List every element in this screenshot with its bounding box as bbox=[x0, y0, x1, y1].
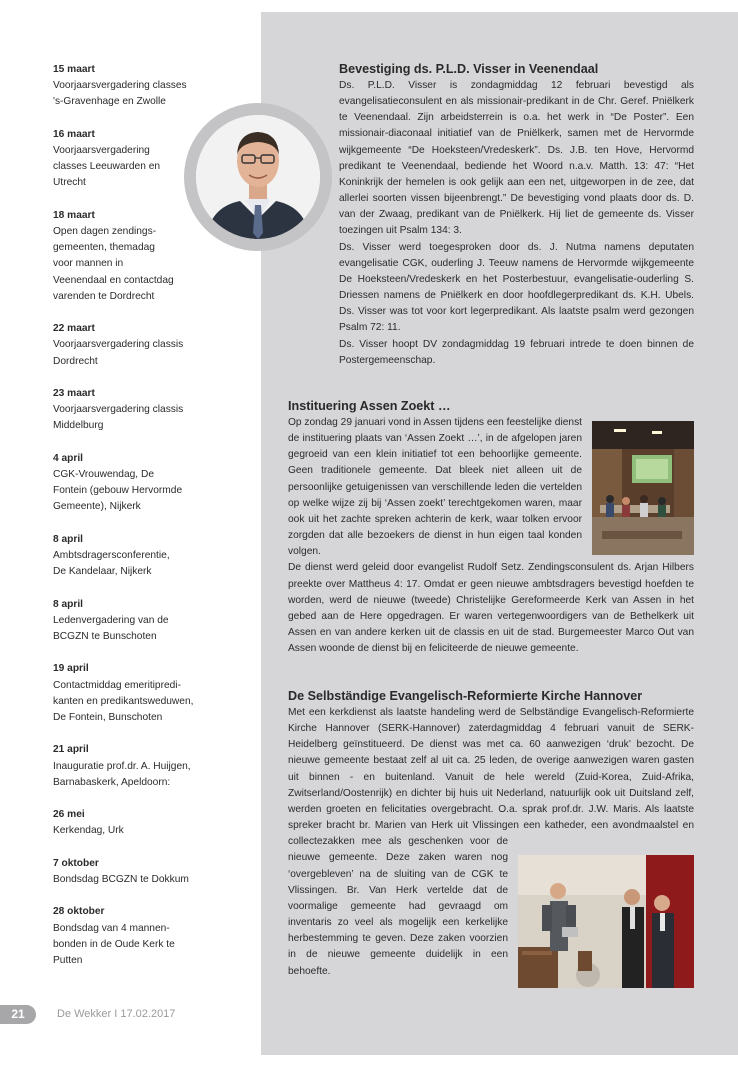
article-paragraph: De dienst werd geleid door evangelist Rudolf Setz. Zendingsconsulent ds. Arjan Hilbers preekte over Mattheus 4: 17. Omdat er geen nieuwe ambtsdragers bevestigd hoefden te worden, werd de nieuwe (tweede) Christelijke Gereformeerde Kerk van Assen in het gebed aan de Here opgedragen. Er waren vertegenwoordigers van de Bethelkerk uit Assen en van andere kerken uit de classis en uit de stad. Burgemeester Marco Out van Assen woonde de dienst bij en feliciteerde de nieuwe gemeente. bbox=[288, 562, 694, 655]
agenda-date: 21 april bbox=[53, 744, 89, 756]
article-title: De Selbständige Evangelisch-Reformierte Kirche Hannover bbox=[288, 689, 643, 703]
agenda-date: 4 april bbox=[53, 452, 84, 464]
portrait-photo bbox=[196, 115, 320, 239]
article-serk-hannover bbox=[288, 688, 694, 992]
agenda-date: 8 april bbox=[53, 533, 84, 545]
agenda-item bbox=[53, 742, 223, 791]
article-bevestiging bbox=[339, 61, 694, 369]
agenda-description: Ambtsdragersconferentie, De Kandelaar, Nijkerk bbox=[53, 550, 170, 578]
agenda-item bbox=[53, 807, 223, 839]
agenda-description: Voorjaarsvergadering classis Middelburg bbox=[53, 404, 184, 432]
agenda-date: 8 april bbox=[53, 598, 84, 610]
publication-line: De Wekker I 17.02.2017 bbox=[57, 1008, 176, 1020]
article-paragraph: Met een kerkdienst als laatste handeling werd de Selbständige Evangelisch-Reformierte Kirche Hannover (SERK-Hannover) zaterdagmiddag 4 februari vanuit de SERK-Heidelberg geïnstitueerd. De dienst was met ca. 60 aanwezigen ‘druk’ bezocht. De nieuwe gemeente bestaat zelf al uit ca. 25 leden, de overige aanwezigen waren gasten uit binnen - en buitenland. Vanuit de hele wereld (Zuid-Korea, Zuid-Afrika, Zwitserland/Oostenrijk) en dichter bij huis uit Nederland, natuurlijk ook uit Duitsland zelf, werden groeten en felicitaties overgebracht. O.a. sprak prof.dr. J.W. Maris. Als laatste spreker bracht br. Marien van Herk uit Vlissingen een katheder, een avondmaalstel en collectezakken mee als geschenken voor de nieuwe gemeente. Deze zaken waren nog ‘overgebleven’ na de sluiting van de CGK te Vlissingen. Br. Van Herk vertelde dat de voormalige gemeente had gevraagd om inventaris zo veel als mogelijk een kerkelijke herbestemming te geven. Deze zaken voorzien in de nieuwe gemeente duidelijk in een behoefte. bbox=[288, 707, 694, 977]
agenda-date: 7 oktober bbox=[53, 857, 99, 869]
article-paragraph: Op zondag 29 januari vond in Assen tijdens een feestelijke dienst de instituering plaats van ‘Assen Zoekt …’, in de afgelopen jaren gegroeid van een klein initiatief tot een behoorlijke gemeente. Geen traditionele gemeente. Dat bleek niet alleen uit de persoonlijke getuigenissen van verschillende leden die vertelden op welke wijze zij bij ‘Assen zoekt’ terechtgekomen waren, maar ook uit het zachte spreken achterin de kerk, waar tolken ervoor zorgden dat alle bezoekers de dienst in hun eigen taal konden volgen. bbox=[288, 417, 582, 558]
agenda-date: 19 april bbox=[53, 663, 89, 675]
gift-handover-photo bbox=[518, 855, 694, 988]
agenda-item bbox=[53, 661, 223, 726]
agenda-item bbox=[53, 321, 223, 370]
agenda-description: Voorjaarsvergadering classis Dordrecht bbox=[53, 339, 184, 367]
agenda-description: Bondsdag BCGZN te Dokkum bbox=[53, 873, 189, 885]
article-paragraph: Ds. P.L.D. Visser is zondagmiddag 12 februari bevestigd als evangelisatieconsulent en als missionair-predikant in de Chr. Geref. Pniëlkerk te Veenendaal. Zijn arbeidsterrein is o.a. het werk in “De Poster”. Een missionair-diaconaal initiatief van de Pniëlkerk, samen met de Hervormde wijkgemeente “De Hoeksteen/Vredeskerk”. Ds. J.B. ten Hove, Hervormd predikant te Veenendaal, bediende het Woord n.a.v. Matth. 13: 47: “Het Koninkrijk der hemelen is ook gelijk aan een net, uitgeworpen in de zee, dat allerlei soorten vissen bijeenbrengt.” De bevestiging vond plaats door ds. D. van der Zwaag, predikant van de Pniëlkerk. Hij liet de gemeente ds. Visser toezingen uit Psalm 134: 3. bbox=[339, 80, 694, 237]
agenda-description: CGK-Vrouwendag, De Fontein (gebouw Hervormde Gemeente), Nijkerk bbox=[53, 469, 183, 513]
agenda-date: 26 mei bbox=[53, 809, 85, 821]
agenda-date: 23 maart bbox=[53, 388, 95, 399]
agenda-description: Inauguratie prof.dr. A. Huijgen, Barnabaskerk, Apeldoorn: bbox=[53, 760, 191, 788]
agenda-description: Kerkendag, Urk bbox=[53, 825, 124, 837]
agenda-item bbox=[53, 856, 223, 888]
page-footer bbox=[0, 1004, 175, 1024]
agenda-item bbox=[53, 208, 223, 305]
agenda-description: Voorjaarsvergadering classes Leeuwarden en Utrecht bbox=[53, 145, 161, 189]
agenda-item bbox=[53, 532, 223, 581]
article-title: Instituering Assen Zoekt … bbox=[288, 399, 451, 413]
church-interior-photo bbox=[592, 421, 694, 555]
agenda-date: 16 maart bbox=[53, 128, 95, 140]
agenda-item bbox=[53, 62, 223, 111]
agenda-date: 22 maart bbox=[53, 323, 95, 335]
agenda-item bbox=[53, 451, 223, 516]
agenda-item bbox=[53, 904, 223, 969]
agenda-item bbox=[53, 386, 223, 435]
page-number-badge: 21 bbox=[0, 1005, 36, 1024]
article-paragraph: Ds. Visser werd toegesproken door ds. J. Nutma namens deputaten evangelisatie CGK, ouderling J. Teeuw namens de Hervormde wijkgemeente De Hoeksteen/Vredeskerk en het Posterbestuur, evangelisatie-ouderling S. Driessen namens de Pniëlkerk en door hoofdlegerpredikant ds. K.H. Ubels. Ds. Visser was tot voor kort legerpredikant. Als laatste psalm werd gezongen Psalm 72: 11. bbox=[339, 241, 694, 334]
agenda-item bbox=[53, 597, 223, 646]
agenda-description: Bondsdag van 4 mannen- bonden in de Oude Kerk te Putten bbox=[53, 922, 175, 966]
agenda-description: Open dagen zendings- gemeenten, themadag voor mannen in Veenendaal en contactdag varenden te Dordrecht bbox=[53, 226, 174, 302]
agenda-date: 28 oktober bbox=[53, 906, 105, 918]
agenda-description: Voorjaarsvergadering classes 's-Gravenhage en Zwolle bbox=[53, 80, 187, 108]
article-assen-zoekt bbox=[288, 398, 694, 657]
article-paragraph: Ds. Visser hoopt DV zondagmiddag 19 februari intrede te doen binnen de Postergemeenschap. bbox=[339, 338, 694, 366]
agenda-description: Contactmiddag emeritipredi- kanten en predikantsweduwen, De Fontein, Bunschoten bbox=[53, 679, 194, 723]
agenda-date: 15 maart bbox=[53, 64, 95, 75]
agenda-date: 18 maart bbox=[53, 209, 95, 221]
article-title: Bevestiging ds. P.L.D. Visser in Veenendaal bbox=[339, 62, 599, 76]
agenda-description: Ledenvergadering van de BCGZN te Bunschoten bbox=[53, 614, 169, 642]
